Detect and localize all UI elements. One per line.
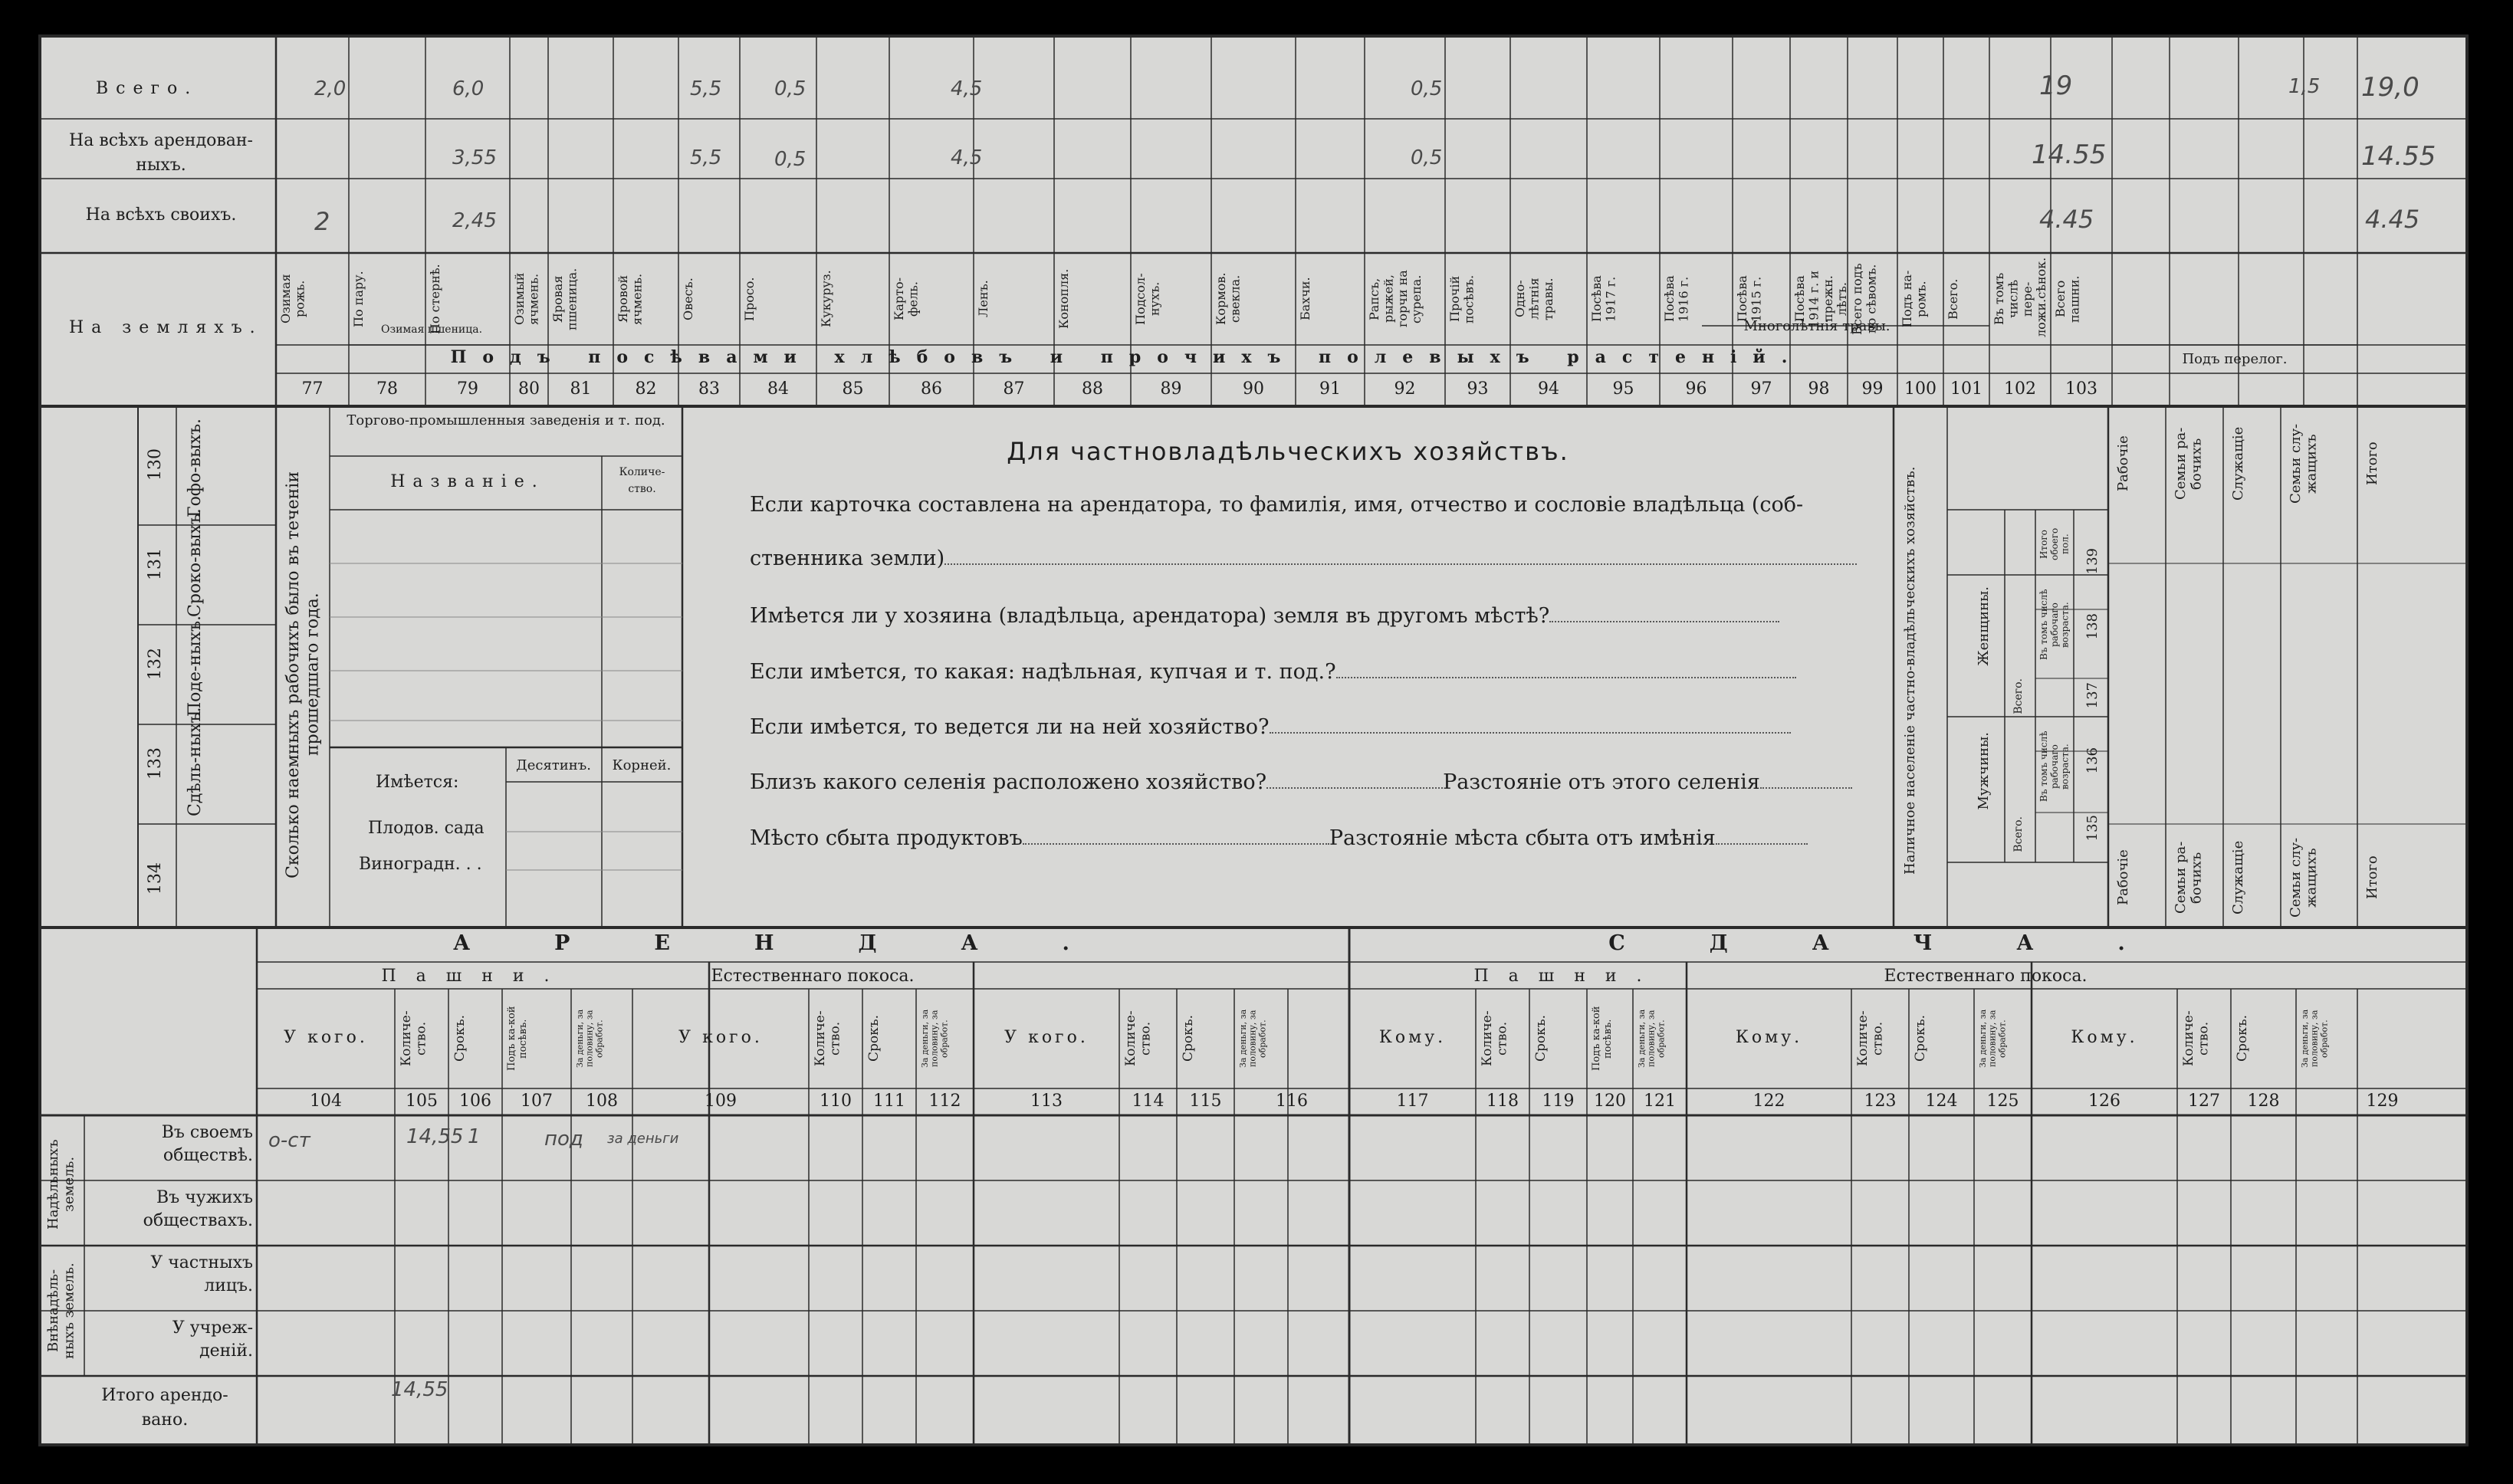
hw-own-stubble: 2,45 xyxy=(452,209,497,232)
lease-header-komu: Кому. xyxy=(1735,1028,1803,1047)
column-number: 101 xyxy=(1950,379,1982,399)
population-column-top: Служащiе xyxy=(2230,426,2246,501)
column-number: 86 xyxy=(921,379,942,399)
answer-line-market-distance[interactable] xyxy=(1716,843,1808,845)
hw-lease-term: 1 xyxy=(468,1125,481,1148)
population-column-top: Семьи слу-жащихъ xyxy=(2288,423,2320,504)
lease-header-srok: Срокъ. xyxy=(866,1015,882,1062)
column-number: 77 xyxy=(301,379,324,399)
form-grid-lines xyxy=(38,34,2469,1446)
lease-header-srok: Срокъ. xyxy=(2235,1015,2250,1062)
lease-column-number: 115 xyxy=(1189,1092,1222,1111)
crop-header: Прочiй посѣвъ. xyxy=(1447,274,1477,323)
crop-header: Бахчи. xyxy=(1298,277,1312,321)
hw-total-sown: 19 xyxy=(2039,71,2073,101)
hw-total-leased: 14,55 xyxy=(391,1378,448,1401)
lease-column-number: 120 xyxy=(1594,1092,1626,1111)
population-column-bottom: Рабочiе xyxy=(2115,849,2131,906)
row-total-leased: Итого арендо-вано. xyxy=(101,1386,228,1430)
hw-rented-corn: 4,5 xyxy=(951,146,983,169)
num-131: 131 xyxy=(146,548,165,580)
num-137: 137 xyxy=(2084,682,2101,709)
column-number: 81 xyxy=(570,379,592,399)
lease-column-number: 129 xyxy=(2366,1092,2399,1111)
hw-lease-from: о-ст xyxy=(268,1129,310,1152)
q-market: Мѣсто сбыта продуктовъ xyxy=(750,826,1023,850)
crops-banner: Подъ посѣвами хлѣбовъ и прочихъ полевыхъ растенiй. xyxy=(450,347,1804,367)
row-other-societies: Въ чужихъ обществахъ. xyxy=(143,1188,253,1230)
lease-header-komu: Кому. xyxy=(2071,1028,2138,1047)
hired-workers-title: Сколько наемныхъ рабочихъ было въ теченiи прошедшаго года. xyxy=(284,471,323,878)
crop-header: Озимая рожь. xyxy=(278,274,307,324)
row-own-society: Въ своемъ обществѣ. xyxy=(161,1123,253,1165)
ozimaya-pshenitsa-label: Озимая пшеница. xyxy=(380,323,483,336)
lease-header-kolichestvo: Количе-ство. xyxy=(813,1010,843,1067)
hw-rented-sown: 14.55 xyxy=(2032,140,2107,170)
q-owner-a: Если карточка составлена на арендатора, то фамилiя, имя, отчество и сословiе владѣльца (соб- xyxy=(750,493,1804,517)
column-number: 95 xyxy=(1612,379,1634,399)
column-number: 78 xyxy=(376,379,398,399)
desyatin-header: Десятинъ. xyxy=(516,757,591,773)
population-column-bottom: Служащiе xyxy=(2230,840,2246,915)
lease-column-number: 113 xyxy=(1030,1092,1063,1111)
col-title-pode: Поде-ныхъ. xyxy=(186,616,205,717)
column-number: 88 xyxy=(1082,379,1103,399)
column-number: 97 xyxy=(1750,379,1772,399)
column-number: 98 xyxy=(1808,379,1830,399)
lease-header-u-kogo: У кого. xyxy=(1004,1028,1089,1047)
lease-column-number: 123 xyxy=(1864,1092,1897,1111)
perelog-label: Подъ перелог. xyxy=(2182,351,2288,367)
lease-header-kolichestvo: Количе-ство. xyxy=(1123,1010,1154,1067)
row-label-total: Всего. xyxy=(96,79,199,98)
men-label: Мужчины. xyxy=(1976,732,1992,810)
has-label: Имѣется: xyxy=(376,773,459,792)
lease-column-number: 118 xyxy=(1486,1092,1519,1111)
num-133: 133 xyxy=(146,747,165,780)
column-number: 84 xyxy=(767,379,789,399)
hw-total-oats: 0,5 xyxy=(774,77,806,100)
column-number: 87 xyxy=(1003,379,1025,399)
crop-header: Посѣва 1915 г. xyxy=(1735,275,1764,323)
lease-column-number: 104 xyxy=(310,1092,342,1111)
crop-header: Карто-фель. xyxy=(892,277,921,321)
lease-header-srok: Срокъ. xyxy=(1533,1015,1549,1062)
women-workers-label: Въ томъ числѣ рабочаго возраста. xyxy=(2038,589,2071,661)
lease-column-number: 116 xyxy=(1276,1092,1308,1111)
korney-header: Корней. xyxy=(612,757,672,773)
hw-total-bakhchi: 0,5 xyxy=(1411,77,1443,100)
answer-line-village-distance[interactable] xyxy=(1760,787,1852,789)
column-number: 83 xyxy=(698,379,720,399)
women-label: Женщины. xyxy=(1976,586,1992,666)
hw-rented-oats: 0,5 xyxy=(774,148,806,171)
crop-header: Яровая пшеница. xyxy=(550,268,580,330)
vineyards-label: Виноградн. . . xyxy=(359,855,482,874)
lease-column-number: 117 xyxy=(1396,1092,1429,1111)
men-workers-label: Въ томъ числѣ рабочаго возраста. xyxy=(2038,731,2071,803)
column-number: 79 xyxy=(457,379,478,399)
crop-header: Рапсъ, рыжей, горчи на сурепа. xyxy=(1367,270,1424,328)
answer-line-farming[interactable] xyxy=(1270,732,1791,734)
q-village-distance: Разстоянiе отъ этого селенiя xyxy=(1443,770,1760,794)
crop-header: Подсол-нухъ. xyxy=(1133,273,1162,325)
population-column-top: Семьи ра-бочихъ xyxy=(2173,427,2205,501)
hw-total-barley: 5,5 xyxy=(690,77,722,100)
col-title-sroko: Сроко-выхъ. xyxy=(186,508,205,617)
hw-rented-bakhchi: 0,5 xyxy=(1411,146,1443,169)
answer-line-village[interactable] xyxy=(1266,787,1443,789)
hw-lease-qty: 14,55 xyxy=(406,1125,464,1148)
crop-header: Одно-лѣтнiя травы. xyxy=(1513,277,1555,320)
lease-header-u-kogo: У кого. xyxy=(678,1028,763,1047)
q-village: Близъ какого селенiя расположено хозяйство? xyxy=(750,770,1267,794)
crop-header: По пару. xyxy=(351,271,366,327)
hw-total-pashni: 19,0 xyxy=(2361,72,2419,103)
lease-column-number: 110 xyxy=(820,1092,852,1111)
crop-header: Подъ на-ромъ. xyxy=(1900,270,1929,328)
sdacha-banner: СДАЧА. xyxy=(1608,931,2209,955)
hw-total-fallow: 6,0 xyxy=(452,77,485,100)
crop-header: Кукуруз. xyxy=(819,270,833,328)
lease-header-za-dengi: За деньги, за половину, за обработ. xyxy=(2300,1009,2330,1069)
q-farming: Если имѣется, то ведется ли на ней хозяйство? xyxy=(750,715,1270,739)
answer-line-owner[interactable] xyxy=(944,563,1857,565)
row-label-lands: На земляхъ. xyxy=(69,318,263,337)
crop-header: Въ томъ числѣ пере-ложи.сѣнок. xyxy=(1992,257,2049,337)
crop-header: Посѣва 1914 г. и прежн. лѣтъ. xyxy=(1792,270,1850,328)
trade-qty-header: Количе-ство. xyxy=(619,466,665,496)
arenda-pokos-header: Естественнаго покоса. xyxy=(711,967,915,986)
lease-column-number: 109 xyxy=(705,1092,737,1111)
answer-line-other-land[interactable] xyxy=(1549,621,1779,622)
lease-header-za-dengi: За деньги, за половину, за обработ. xyxy=(920,1009,950,1069)
lease-header-kolichestvo: Количе-ство. xyxy=(1480,1010,1510,1067)
row-label-rented: На всѣхъ арендован-ныхъ. xyxy=(69,131,253,175)
num-136: 136 xyxy=(2084,747,2101,774)
crop-header: Посѣва 1916 г. xyxy=(1662,275,1691,323)
population-column-bottom: Семьи слу-жащихъ xyxy=(2288,837,2320,918)
population-column-bottom: Семьи ра-бочихъ xyxy=(2173,841,2205,914)
population-column-top: Итого xyxy=(2364,442,2380,486)
population-title: Наличное населенiе частно-владѣльческихъ хозяйствъ. xyxy=(1902,466,1918,875)
lease-column-number: 127 xyxy=(2188,1092,2220,1111)
num-130: 130 xyxy=(146,448,165,481)
hw-rented-stubble: 3,55 xyxy=(452,146,497,169)
crop-header: По стернѣ. xyxy=(428,264,442,334)
column-number: 103 xyxy=(2065,379,2097,399)
sdacha-pashni-header: Пашни. xyxy=(1473,967,1662,986)
hw-own-sown: 4.45 xyxy=(2039,205,2094,234)
column-number: 102 xyxy=(2004,379,2036,399)
census-card xyxy=(38,34,2469,1446)
lease-column-number: 128 xyxy=(2247,1092,2280,1111)
crop-header: Озимый ячмень. xyxy=(512,272,541,326)
crop-header: Просо. xyxy=(742,277,757,321)
lease-column-number: 126 xyxy=(2088,1092,2120,1111)
column-number: 91 xyxy=(1319,379,1341,399)
trade-name-header: Названiе. xyxy=(390,472,545,491)
lease-column-number: 112 xyxy=(928,1092,961,1111)
row-private-persons: У частныхъ лицъ. xyxy=(150,1253,253,1295)
column-number: 92 xyxy=(1394,379,1416,399)
q-other-land: Имѣется ли у хозяина (владѣльца, арендатора) земля въ другомъ мѣстѣ? xyxy=(750,604,1550,628)
lease-column-number: 125 xyxy=(1986,1092,2019,1111)
lease-column-number: 106 xyxy=(459,1092,491,1111)
hw-total-perelog: 1,5 xyxy=(2288,75,2321,98)
crop-header: Посѣва 1917 г. xyxy=(1589,275,1618,323)
men-total-label: Всего. xyxy=(2012,816,2025,852)
column-number: 85 xyxy=(842,379,864,399)
lease-header-kolichestvo: Количе-ство. xyxy=(1855,1010,1886,1067)
lease-header-pod-kakoy: Подъ ка-кой посѣвъ. xyxy=(506,1006,529,1072)
arenda-pashni-header: Пашни. xyxy=(381,967,570,986)
hw-own-pashni: 4.45 xyxy=(2365,205,2420,234)
lease-header-kolichestvo: Количе-ство. xyxy=(399,1010,429,1067)
crop-header: Всего пашни. xyxy=(2053,275,2082,323)
col-title-sdel: Сдѣль-ныхъ. xyxy=(186,707,205,816)
sdacha-pokos-header: Естественнаго покоса. xyxy=(1884,967,2088,986)
column-number: 89 xyxy=(1160,379,1182,399)
column-number: 80 xyxy=(518,379,540,399)
lease-column-number: 119 xyxy=(1542,1092,1575,1111)
population-column-bottom: Итого xyxy=(2364,855,2380,900)
lease-column-number: 105 xyxy=(406,1092,438,1111)
row-institutions: У учреж-денiй. xyxy=(172,1318,253,1361)
lease-column-number: 114 xyxy=(1132,1092,1165,1111)
hw-total-rye: 2,0 xyxy=(314,77,347,100)
lease-header-u-kogo: У кого. xyxy=(284,1028,368,1047)
column-number: 94 xyxy=(1538,379,1559,399)
trade-title: Торгово-промышленныя заведенiя и т. под. xyxy=(347,412,665,428)
population-column-top: Рабочiе xyxy=(2115,435,2131,492)
lease-header-srok: Срокъ. xyxy=(452,1015,468,1062)
crop-header: Всего подъ по сѣвомъ. xyxy=(1850,263,1879,335)
lease-header-za-dengi: За деньги, за половину, за обработ. xyxy=(575,1009,605,1069)
lease-header-komu: Кому. xyxy=(1378,1028,1447,1047)
lease-column-number: 107 xyxy=(521,1092,553,1111)
lease-header-srok: Срокъ. xyxy=(1913,1015,1928,1062)
hw-lease-pay: за деньги xyxy=(607,1131,679,1147)
group-non-allotment: Внѣнадѣль-ныхъ земель. xyxy=(45,1262,77,1359)
num-139: 139 xyxy=(2084,548,2101,575)
num-135: 135 xyxy=(2084,815,2101,842)
lease-header-za-dengi: За деньги, за половину, за обработ. xyxy=(1238,1009,1268,1069)
mnogoletnie-label: Многолѣтнiя травы. xyxy=(1743,318,1890,334)
col-title-gofo: Гофо-выхъ. xyxy=(186,418,205,517)
answer-line-land-type[interactable] xyxy=(1336,677,1796,678)
lease-column-number: 122 xyxy=(1753,1092,1785,1111)
group-allotment: Надѣльныхъ земель. xyxy=(45,1139,77,1230)
lease-header-kolichestvo: Количе-ство. xyxy=(2181,1010,2212,1067)
lease-header-za-dengi: За деньги, за половину, за обработ. xyxy=(1978,1009,2008,1069)
hw-lease-crop: под xyxy=(544,1128,583,1151)
column-number: 100 xyxy=(1904,379,1936,399)
lease-column-number: 121 xyxy=(1644,1092,1676,1111)
crop-header: Ленъ. xyxy=(976,280,990,318)
crop-header: Всего. xyxy=(1946,278,1960,320)
column-number: 96 xyxy=(1685,379,1707,399)
num-132: 132 xyxy=(146,648,165,680)
column-number: 90 xyxy=(1243,379,1264,399)
row-label-own: На всѣхъ своихъ. xyxy=(85,205,237,225)
crop-header: Конопля. xyxy=(1056,268,1071,330)
women-total-label: Всего. xyxy=(2012,678,2025,714)
answer-line-market[interactable] xyxy=(1023,843,1329,845)
crop-header: Яровой ячмень. xyxy=(616,273,645,325)
hw-own-rye: 2 xyxy=(314,207,330,236)
lease-header-srok: Срокъ. xyxy=(1181,1015,1196,1062)
gardens-label: Плодов. сада xyxy=(368,819,485,838)
q-market-distance: Разстоянiе мѣста сбыта отъ имѣнiя xyxy=(1329,826,1716,850)
num-134: 134 xyxy=(146,862,165,895)
lease-column-number: 108 xyxy=(586,1092,618,1111)
private-title: Для частновладѣльческихъ хозяйствъ. xyxy=(1007,437,1569,466)
hw-rented-barley: 5,5 xyxy=(690,146,722,169)
hw-rented-pashni: 14.55 xyxy=(2361,141,2436,172)
lease-header-pod-kakoy: Подъ ка-кой посѣвъ. xyxy=(1591,1006,1614,1072)
column-number: 82 xyxy=(635,379,657,399)
crop-header: Кормов. свекла. xyxy=(1214,272,1243,326)
lease-header-za-dengi: За деньги, за половину, за обработ. xyxy=(1637,1009,1667,1069)
column-number: 99 xyxy=(1861,379,1884,399)
q-land-type: Если имѣется, то какая: надѣльная, купчая и т. под.? xyxy=(750,660,1336,684)
arenda-banner: АРЕНДА. xyxy=(453,931,1154,955)
hw-total-corn: 4,5 xyxy=(951,77,983,100)
crop-header: Овесъ. xyxy=(681,277,695,320)
lease-column-number: 111 xyxy=(873,1092,905,1111)
num-138: 138 xyxy=(2084,613,2101,640)
column-number: 93 xyxy=(1467,379,1489,399)
q-owner-b: ственника земли) xyxy=(750,547,945,570)
total-both-label: Итого обоего пол. xyxy=(2038,527,2071,561)
lease-column-number: 124 xyxy=(1925,1092,1958,1111)
